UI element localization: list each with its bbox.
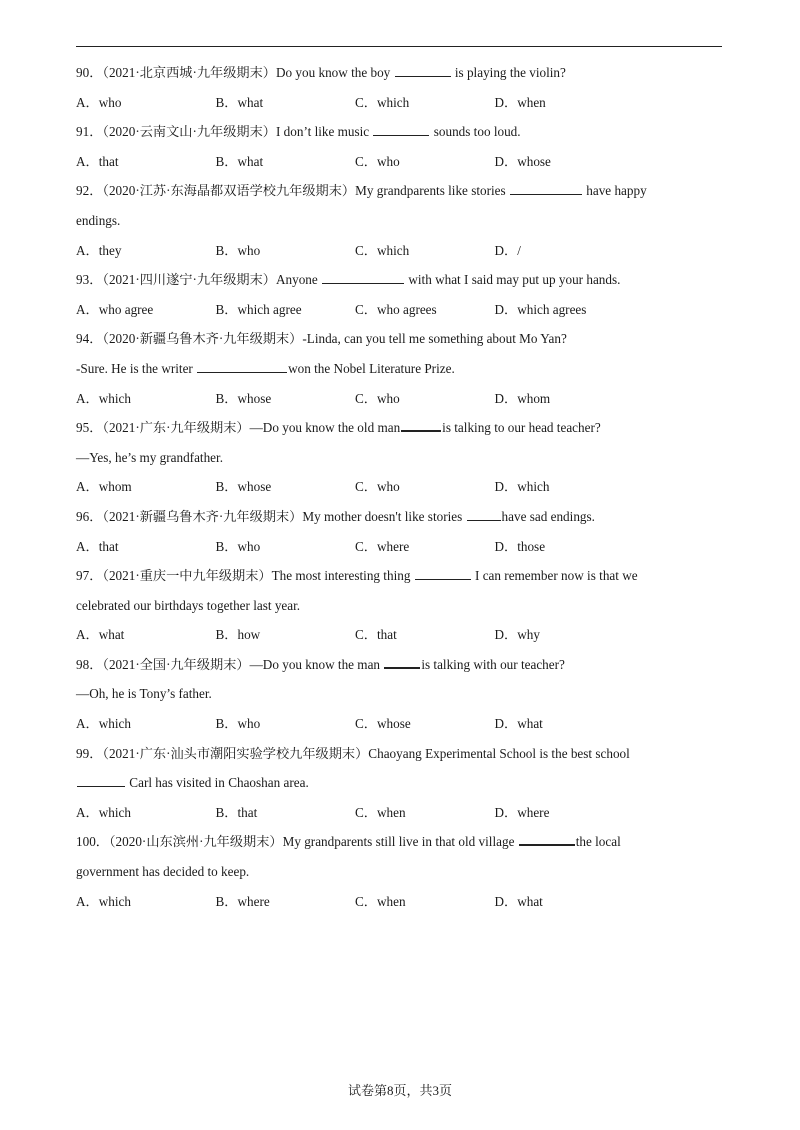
question-text: 95．（2021·广东·九年级期末）—Do you know the old man	[76, 420, 401, 436]
question-text: 92．（2020·江苏·东海晶都双语学校九年级期末）My grandparents like stories	[76, 183, 509, 199]
question-text-line	[76, 857, 726, 887]
question-text-line	[76, 739, 726, 769]
question-text-line	[76, 413, 726, 443]
question-text-line	[76, 502, 726, 532]
option-d: D．which agrees	[494, 301, 587, 317]
option-c: C．whose	[355, 716, 411, 732]
question-text-line	[76, 591, 726, 621]
answer-options	[76, 472, 726, 502]
answer-options	[76, 147, 726, 177]
answer-blank	[395, 64, 451, 77]
page-footer: 试卷第8页，共3页	[347, 1083, 452, 1098]
option-b: B．where	[215, 893, 270, 909]
option-c: C．which	[355, 94, 410, 110]
option-d: D．/	[494, 242, 521, 258]
question-text: —Oh, he is Tony’s father.	[76, 686, 212, 702]
option-a: A．what	[76, 627, 125, 643]
question-text: is talking to our head teacher?	[442, 420, 601, 436]
answer-blank	[384, 655, 420, 669]
answer-blank	[519, 832, 575, 846]
option-c: C．which	[355, 242, 410, 258]
question-text: government has decided to keep.	[76, 864, 250, 880]
option-d: D．which	[494, 479, 550, 495]
answer-options	[76, 532, 726, 562]
option-a: A．which	[76, 716, 131, 732]
answer-options	[76, 236, 726, 266]
option-a: A．which	[76, 893, 131, 909]
header-rule	[76, 46, 722, 47]
option-b: B．how	[215, 627, 261, 643]
option-b: B．whose	[215, 479, 272, 495]
answer-options	[76, 709, 726, 739]
answer-options	[76, 295, 726, 325]
question-text-line	[76, 650, 726, 680]
question-text-line	[76, 117, 726, 147]
option-d: D．whose	[494, 153, 551, 169]
question-text-line	[76, 58, 726, 88]
answer-blank	[197, 360, 287, 373]
question-text: 96．（2021·新疆乌鲁木齐·九年级期末）My mother doesn't like stories	[76, 508, 466, 524]
question-5	[76, 324, 726, 413]
option-a: A．who agree	[76, 301, 154, 317]
option-c: C．when	[355, 804, 406, 820]
answer-blank	[322, 271, 404, 284]
option-b: B．whose	[215, 390, 272, 406]
question-2	[76, 117, 726, 176]
question-4	[76, 265, 726, 324]
option-d: D．those	[494, 538, 546, 554]
question-text-line	[76, 354, 726, 384]
question-text: 94．（2020·新疆乌鲁木齐·九年级期末）-Linda, can you tell me something about Mo Yan?	[76, 331, 567, 347]
question-8	[76, 561, 726, 650]
answer-blank	[373, 123, 429, 136]
option-a: A．they	[76, 242, 122, 258]
option-c: C．where	[355, 538, 410, 554]
option-c: C．when	[355, 893, 406, 909]
option-a: A．who	[76, 94, 122, 110]
question-text: sounds too loud.	[430, 124, 521, 140]
answer-blank	[467, 508, 501, 521]
option-d: D．what	[494, 893, 543, 909]
question-text: 90．（2021·北京西城·九年级期末）Do you know the boy	[76, 65, 394, 80]
option-b: B．what	[215, 153, 264, 169]
question-text: Carl has visited in Chaoshan area.	[126, 775, 309, 791]
answer-options	[76, 887, 726, 917]
option-c: C．that	[355, 627, 397, 643]
question-text: 91．（2020·云南文山·九年级期末）I don’t like music	[76, 124, 373, 140]
option-a: A．which	[76, 804, 131, 820]
option-d: D．where	[494, 804, 550, 820]
option-c: C．who agrees	[355, 301, 437, 317]
question-text: endings.	[76, 212, 121, 228]
option-a: A．that	[76, 538, 119, 554]
option-b: B．which agree	[215, 301, 302, 317]
question-10	[76, 739, 726, 828]
question-text: celebrated our birthdays together last year.	[76, 597, 301, 613]
question-text: 99．（2021·广东·汕头市潮阳实验学校九年级期末）Chaoyang Experimental School is the best school	[76, 745, 630, 761]
option-d: D．when	[494, 94, 546, 110]
question-6	[76, 413, 726, 502]
question-text-line	[76, 768, 726, 798]
question-text: the local	[575, 834, 621, 850]
question-text-line	[76, 324, 726, 354]
option-d: D．whom	[494, 390, 551, 406]
question-text: have happy	[582, 183, 647, 199]
option-c: C．who	[355, 390, 400, 406]
question-9	[76, 650, 726, 739]
question-text: —Yes, he’s my grandfather.	[76, 449, 223, 465]
option-d: D．what	[494, 716, 543, 732]
option-a: A．whom	[76, 479, 132, 495]
question-text: 97．（2021·重庆一中九年级期末）The most interesting thing	[76, 568, 414, 584]
answer-blank	[77, 774, 125, 787]
answer-blank	[415, 567, 471, 580]
question-11	[76, 827, 726, 916]
answer-options	[76, 620, 726, 650]
question-text: with what I said may put up your hands.	[405, 272, 621, 288]
option-a: A．that	[76, 153, 119, 169]
question-text: have sad endings.	[501, 508, 595, 524]
option-c: C．who	[355, 153, 400, 169]
question-text-line	[76, 679, 726, 709]
option-d: D．why	[494, 627, 540, 643]
answer-options	[76, 798, 726, 828]
question-text-line	[76, 443, 726, 473]
option-c: C．who	[355, 479, 400, 495]
question-3	[76, 176, 726, 265]
question-list	[76, 58, 726, 916]
answer-blank	[401, 418, 441, 432]
question-text: won the Nobel Literature Prize.	[288, 360, 455, 376]
question-text-line	[76, 265, 726, 295]
option-b: B．who	[215, 716, 261, 732]
question-text: 93．（2021·四川遂宁·九年级期末）Anyone	[76, 272, 322, 288]
option-b: B．that	[215, 804, 258, 820]
option-b: B．who	[215, 242, 261, 258]
question-text-line	[76, 206, 726, 236]
answer-options	[76, 88, 726, 118]
question-text: 100．（2020·山东滨州·九年级期末）My grandparents still live in that old village	[76, 834, 518, 850]
question-text: is playing the violin?	[451, 65, 566, 80]
option-b: B．who	[215, 538, 261, 554]
question-text-line	[76, 827, 726, 857]
answer-blank	[510, 182, 582, 195]
question-1	[76, 58, 726, 117]
question-text: is talking with our teacher?	[421, 656, 565, 672]
question-text: -Sure. He is the writer	[76, 360, 197, 376]
question-7	[76, 502, 726, 561]
answer-options	[76, 384, 726, 414]
question-text: 98．（2021·全国·九年级期末）—Do you know the man	[76, 656, 384, 672]
question-text-line	[76, 176, 726, 206]
option-b: B．what	[215, 94, 264, 110]
question-text: I can remember now is that we	[471, 568, 638, 584]
question-text-line	[76, 561, 726, 591]
option-a: A．which	[76, 390, 131, 406]
